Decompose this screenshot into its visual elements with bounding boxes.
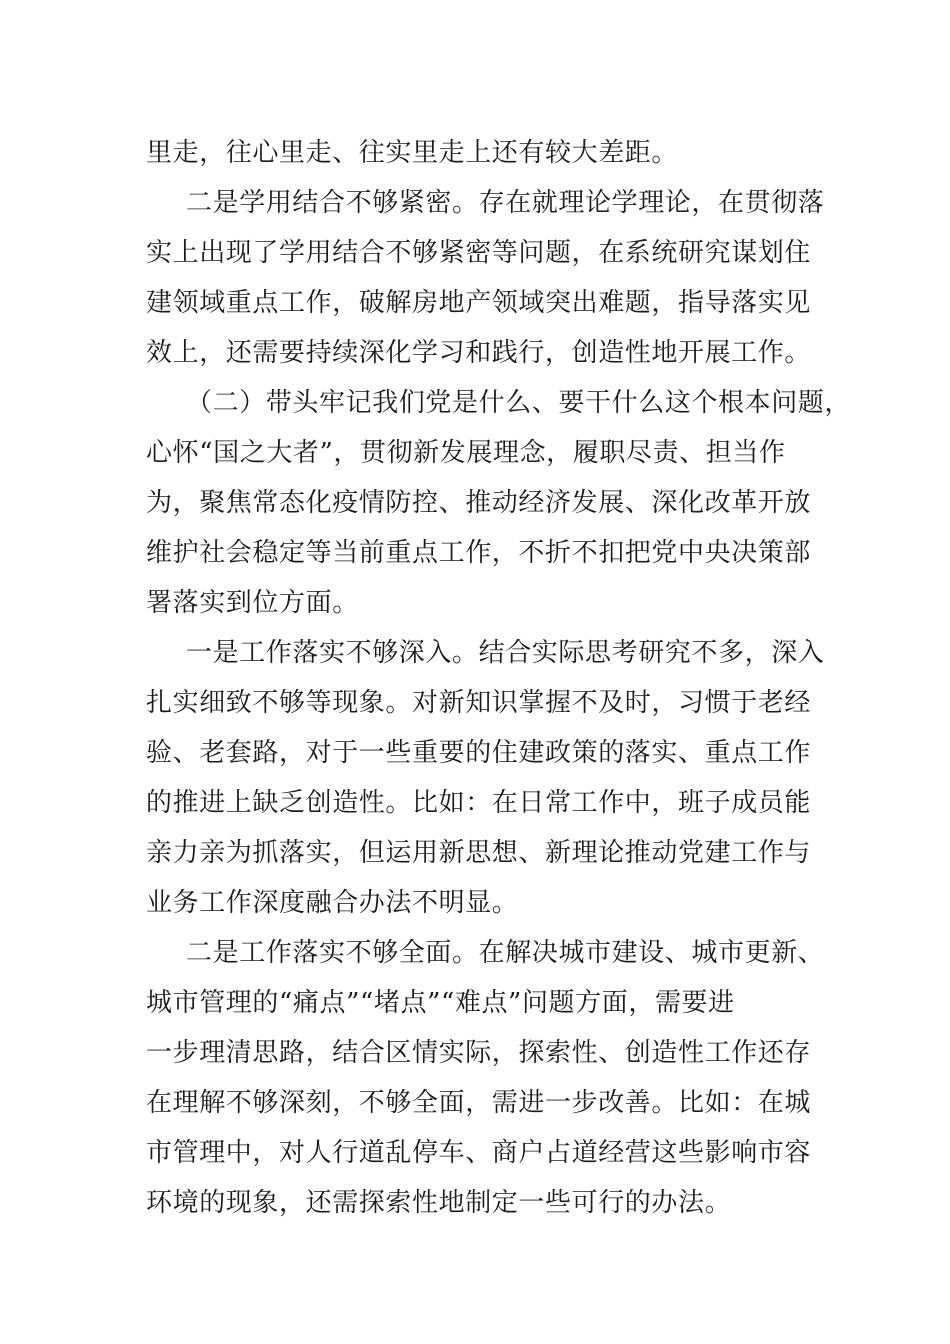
text-line: 在理解不够深刻，不够全面，需进一步改善。比如：在城 bbox=[146, 1088, 812, 1118]
text-line: （二）带头牢记我们党是什么、要干什么这个根本问题， bbox=[186, 388, 852, 418]
document-body bbox=[146, 128, 852, 1228]
text-line: 扎实细致不够等现象。对新知识掌握不及时，习惯于老经 bbox=[146, 688, 812, 718]
text-line: 实上出现了学用结合不够紧密等问题，在系统研究谋划住 bbox=[146, 238, 812, 268]
text-line: 二是工作落实不够全面。在解决城市建设、城市更新、 bbox=[186, 938, 825, 968]
text-line: 的推进上缺乏创造性。比如：在日常工作中，班子成员能 bbox=[146, 788, 812, 818]
text-line: 维护社会稳定等当前重点工作，不折不扣把党中央决策部 bbox=[146, 538, 812, 568]
text-line: 一是工作落实不够深入。结合实际思考研究不多，深入 bbox=[186, 638, 825, 668]
text-line: 一步理清思路，结合区情实际，探索性、创造性工作还存 bbox=[146, 1038, 812, 1068]
text-line: 业务工作深度融合办法不明显。 bbox=[146, 888, 519, 918]
text-line: 署落实到位方面。 bbox=[146, 588, 359, 618]
text-line: 验、老套路，对于一些重要的住建政策的落实、重点工作 bbox=[146, 738, 812, 768]
text-line: 心怀“国之大者”，贯彻新发展理念，履职尽责、担当作 bbox=[146, 438, 786, 468]
text-line: 亲力亲为抓落实，但运用新思想、新理论推动党建工作与 bbox=[146, 838, 812, 868]
text-line: 二是学用结合不够紧密。存在就理论学理论，在贯彻落 bbox=[186, 188, 825, 218]
text-line: 为，聚焦常态化疫情防控、推动经济发展、深化改革开放 bbox=[146, 488, 812, 518]
text-line: 城市管理的“痛点”“堵点”“难点”问题方面，需要进 bbox=[146, 988, 735, 1018]
text-line: 里走，往心里走、往实里走上还有较大差距。 bbox=[146, 138, 679, 168]
text-line: 环境的现象，还需探索性地制定一些可行的办法。 bbox=[146, 1188, 732, 1218]
text-line: 建领域重点工作，破解房地产领域突出难题，指导落实见 bbox=[146, 288, 812, 318]
text-line: 市管理中，对人行道乱停车、商户占道经营这些影响市容 bbox=[146, 1138, 812, 1168]
text-line: 效上，还需要持续深化学习和践行，创造性地开展工作。 bbox=[146, 338, 812, 368]
